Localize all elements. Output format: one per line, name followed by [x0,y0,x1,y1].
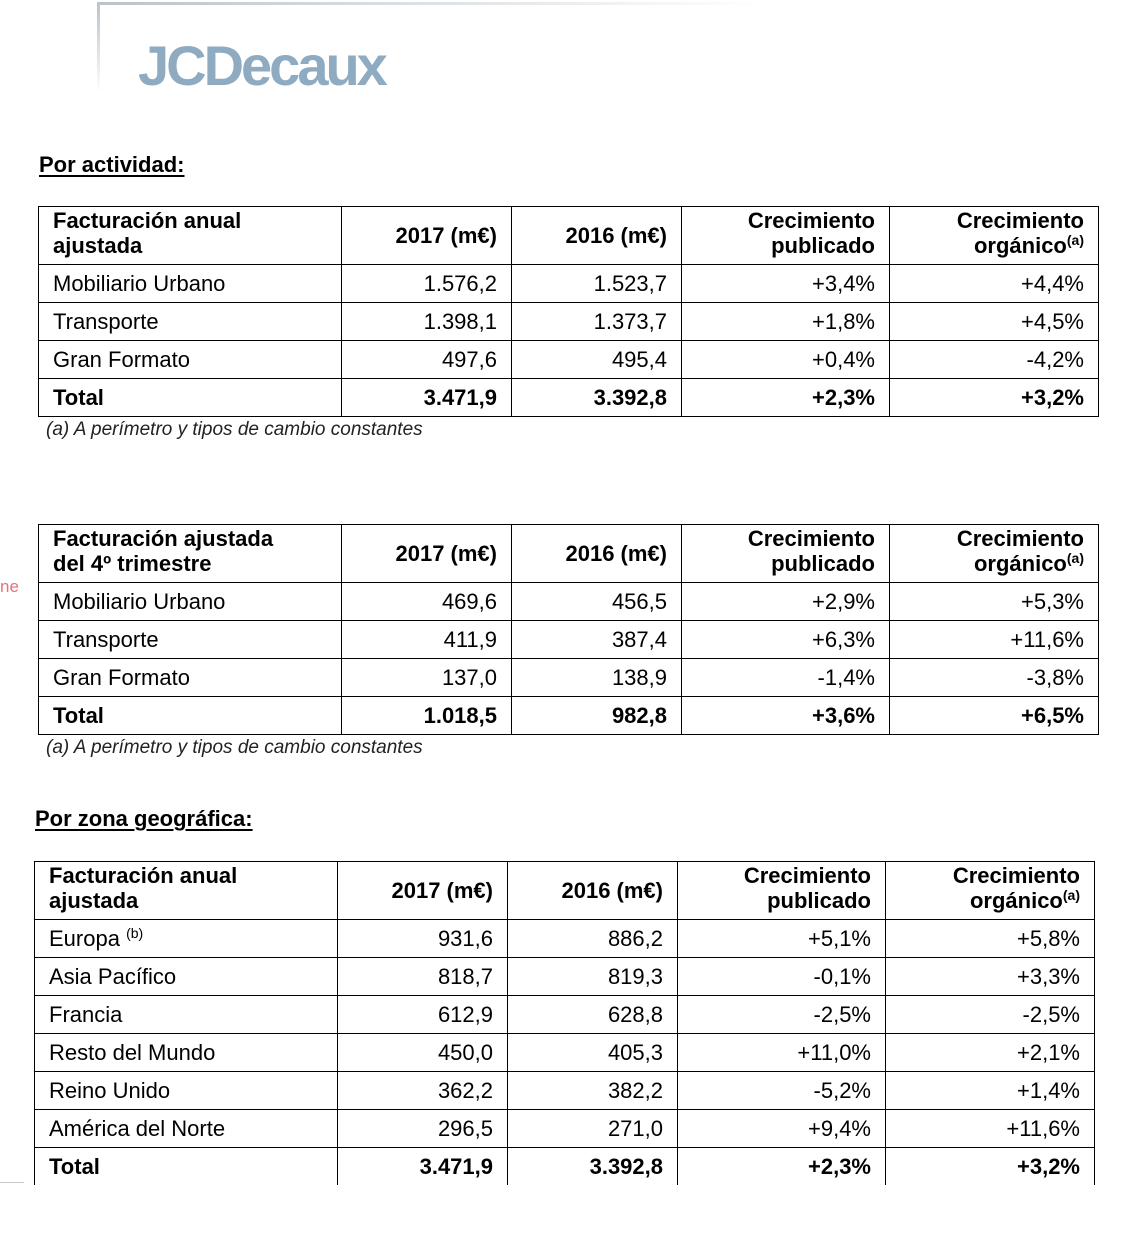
value-published-growth: +11,0% [678,1034,886,1072]
value-organic-growth: +4,5% [890,303,1099,341]
value-2016: 138,9 [512,659,682,697]
value-2017: 931,6 [338,920,508,958]
total-2016: 3.392,8 [512,379,682,417]
header-line-1: Facturación ajustada [53,526,274,551]
header-left-rule [97,2,100,94]
header-activity [39,525,342,583]
value-organic-growth: -3,8% [890,659,1099,697]
value-organic-growth: +5,8% [886,920,1095,958]
value-published-growth: -0,1% [678,958,886,996]
row-label: Reino Unido [35,1072,338,1110]
value-2017: 411,9 [342,621,512,659]
row-label: Francia [35,996,338,1034]
value-published-growth: +5,1% [678,920,886,958]
total-2017: 3.471,9 [342,379,512,417]
bottom-margin-mark [0,1182,24,1183]
value-2017: 137,0 [342,659,512,697]
value-2017: 497,6 [342,341,512,379]
value-organic-growth: -4,2% [890,341,1099,379]
value-2016: 382,2 [508,1072,678,1110]
value-published-growth: +0,4% [682,341,890,379]
row-label: Gran Formato [39,659,342,697]
table-row [39,621,1099,659]
table-header-row [35,862,1095,920]
total-organic-growth: +3,2% [890,379,1099,417]
footnote-marker-a: (a) [1062,887,1080,904]
footnote-marker-b: (b) [126,924,144,941]
header-2016: 2016 (m€) [512,207,682,265]
header-activity [39,207,342,265]
table-row [39,265,1099,303]
total-label: Total [39,697,342,735]
header-line-2: publicado [771,233,875,259]
total-2016: 982,8 [512,697,682,735]
value-organic-growth: +1,4% [886,1072,1095,1110]
value-2017: 612,9 [338,996,508,1034]
header-line-2 [900,888,1080,913]
header-organic-label: orgánico [969,888,1063,914]
table-row [35,1072,1095,1110]
header-line-2: ajustada [53,233,143,259]
header-organic-growth [890,525,1099,583]
total-2016: 3.392,8 [508,1148,678,1186]
header-line-1: Facturación anual [53,208,242,233]
value-published-growth: -1,4% [682,659,890,697]
table-annual-by-activity [38,206,1099,417]
value-organic-growth: +2,1% [886,1034,1095,1072]
header-line-2 [904,233,1084,258]
value-2016: 1.523,7 [512,265,682,303]
table-header-row [39,525,1099,583]
value-2017: 362,2 [338,1072,508,1110]
header-line-1: Crecimiento [747,208,875,233]
header-2016: 2016 (m€) [512,525,682,583]
value-published-growth: +6,3% [682,621,890,659]
value-organic-growth: +3,3% [886,958,1095,996]
footnote-marker-a: (a) [1066,232,1084,249]
total-2017: 3.471,9 [338,1148,508,1186]
header-published-growth [682,207,890,265]
value-2016: 405,3 [508,1034,678,1072]
header-organic-growth [886,862,1095,920]
header-published-growth [682,525,890,583]
header-line-1: Crecimiento [743,863,871,888]
footnote-table-1: (a) A perímetro y tipos de cambio constantes [46,419,423,440]
header-organic-label: orgánico [973,551,1067,577]
header-line-2: ajustada [49,888,139,914]
header-zone [35,862,338,920]
total-published-growth: +2,3% [678,1148,886,1186]
table-annual-by-geography [34,861,1095,1185]
table-row [39,341,1099,379]
header-line-1: Crecimiento [956,208,1084,233]
value-organic-growth: -2,5% [886,996,1095,1034]
total-label: Total [39,379,342,417]
header-line-2 [904,551,1084,576]
header-line-1: Crecimiento [952,863,1080,888]
value-2017: 450,0 [338,1034,508,1072]
value-2016: 886,2 [508,920,678,958]
value-published-growth: +3,4% [682,265,890,303]
header-2017: 2017 (m€) [342,525,512,583]
value-2016: 456,5 [512,583,682,621]
table-total-row [35,1148,1095,1186]
value-2016: 819,3 [508,958,678,996]
value-organic-growth: +5,3% [890,583,1099,621]
value-2017: 818,7 [338,958,508,996]
header-2016: 2016 (m€) [508,862,678,920]
value-published-growth: +2,9% [682,583,890,621]
value-2016: 271,0 [508,1110,678,1148]
table-total-row [39,697,1099,735]
jcdecaux-logo: JCDecaux [138,34,385,97]
value-2016: 1.373,7 [512,303,682,341]
header-organic-growth [890,207,1099,265]
row-label: Transporte [39,621,342,659]
table-row [35,958,1095,996]
header-top-rule [97,2,767,5]
row-label [35,920,338,958]
total-2017: 1.018,5 [342,697,512,735]
value-published-growth: +1,8% [682,303,890,341]
header-2017: 2017 (m€) [342,207,512,265]
side-margin-mark: ne [0,577,19,596]
total-published-growth: +2,3% [682,379,890,417]
section-title-geography: Por zona geográfica: [35,806,253,831]
table-row [39,659,1099,697]
value-2017: 296,5 [338,1110,508,1148]
table-row [39,303,1099,341]
header-line-2: publicado [771,551,875,577]
row-label: Resto del Mundo [35,1034,338,1072]
table-header-row [39,207,1099,265]
value-2017: 1.398,1 [342,303,512,341]
header-line-1: Crecimiento [956,526,1084,551]
row-label: Transporte [39,303,342,341]
table-row [39,583,1099,621]
row-label: Asia Pacífico [35,958,338,996]
row-label: Mobiliario Urbano [39,265,342,303]
header-line-2: del 4º trimestre [53,551,212,577]
header-organic-label: orgánico [973,233,1067,259]
table-row [35,996,1095,1034]
value-2016: 628,8 [508,996,678,1034]
header-2017: 2017 (m€) [338,862,508,920]
value-organic-growth: +11,6% [886,1110,1095,1148]
total-organic-growth: +6,5% [890,697,1099,735]
value-organic-growth: +11,6% [890,621,1099,659]
value-2016: 387,4 [512,621,682,659]
value-2017: 469,6 [342,583,512,621]
footnote-marker-a: (a) [1066,550,1084,567]
value-published-growth: +9,4% [678,1110,886,1148]
table-row [35,1110,1095,1148]
value-published-growth: -2,5% [678,996,886,1034]
table-q4-by-activity [38,524,1099,735]
row-label: Mobiliario Urbano [39,583,342,621]
row-label-text: Europa [49,925,120,951]
total-organic-growth: +3,2% [886,1148,1095,1186]
header-line-1: Facturación anual [49,863,238,888]
row-label: América del Norte [35,1110,338,1148]
table-row [35,1034,1095,1072]
footnote-table-2: (a) A perímetro y tipos de cambio constantes [46,737,423,758]
value-2016: 495,4 [512,341,682,379]
value-organic-growth: +4,4% [890,265,1099,303]
section-title-activity: Por actividad: [39,152,185,177]
header-line-1: Crecimiento [747,526,875,551]
value-2017: 1.576,2 [342,265,512,303]
row-label: Gran Formato [39,341,342,379]
table-row [35,920,1095,958]
header-published-growth [678,862,886,920]
total-published-growth: +3,6% [682,697,890,735]
header-line-2: publicado [767,888,871,914]
total-label: Total [35,1148,338,1186]
value-published-growth: -5,2% [678,1072,886,1110]
table-total-row [39,379,1099,417]
